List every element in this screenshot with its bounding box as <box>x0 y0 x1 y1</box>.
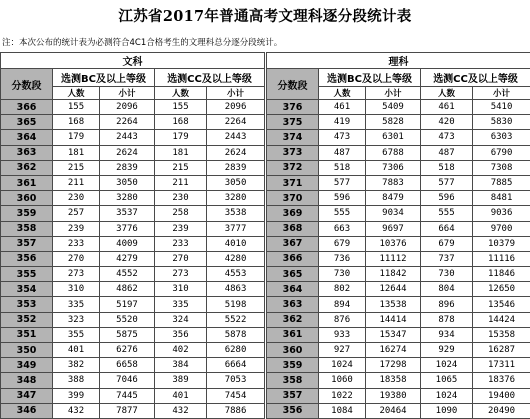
cc-cumulative-cell: 7885 <box>473 175 530 190</box>
bc-cumulative-cell: 18358 <box>366 373 421 388</box>
score-cell: 360 <box>1 191 53 206</box>
bc-count-cell: 487 <box>319 145 366 160</box>
bc-cumulative-cell: 4862 <box>100 282 155 297</box>
bc-cumulative-cell: 15347 <box>366 327 421 342</box>
bc-count-cell: 323 <box>53 312 100 327</box>
score-cell: 357 <box>267 388 319 403</box>
score-cell: 374 <box>267 130 319 145</box>
cc-cumulative-cell: 7053 <box>207 373 265 388</box>
bc-cumulative-cell: 8479 <box>366 191 421 206</box>
score-cell: 364 <box>267 282 319 297</box>
cc-count-cell: 230 <box>155 191 207 206</box>
score-cell: 361 <box>267 327 319 342</box>
cc-count-cell: 335 <box>155 297 207 312</box>
score-cell: 346 <box>1 403 53 418</box>
table-row <box>267 388 530 403</box>
cc-count-cell: 730 <box>421 267 473 282</box>
bc-cumulative-cell: 2096 <box>100 100 155 115</box>
table-row <box>1 145 265 160</box>
score-cell: 356 <box>267 403 319 418</box>
table-row <box>1 221 265 236</box>
bc-count-cell: 679 <box>319 236 366 251</box>
cc-cumulative-cell: 4863 <box>207 282 265 297</box>
cc-cumulative-cell: 19400 <box>473 388 530 403</box>
table-row <box>267 115 530 130</box>
table-row <box>267 297 530 312</box>
segment-header: 分数段 <box>267 69 319 100</box>
cc-count-cell: 577 <box>421 175 473 190</box>
cc-cumulative-cell: 5198 <box>207 297 265 312</box>
cc-count-cell: 179 <box>155 130 207 145</box>
cc-cumulative-cell: 6790 <box>473 145 530 160</box>
cc-cumulative-cell: 9036 <box>473 206 530 221</box>
table-row <box>267 175 530 190</box>
table-row <box>1 267 265 282</box>
score-cell: 367 <box>267 236 319 251</box>
cc-cumulative-cell: 3538 <box>207 206 265 221</box>
score-cell: 368 <box>267 221 319 236</box>
bc-count-cell: 933 <box>319 327 366 342</box>
bc-count-cell: 168 <box>53 115 100 130</box>
cc-count-cell: 737 <box>421 251 473 266</box>
table-row <box>267 206 530 221</box>
bc-count-cell: 736 <box>319 251 366 266</box>
cc-count-cell: 310 <box>155 282 207 297</box>
table-row <box>267 160 530 175</box>
score-cell: 347 <box>1 388 53 403</box>
cc-count-cell: 1090 <box>421 403 473 418</box>
table-row <box>1 327 265 342</box>
cc-cumulative-cell: 14424 <box>473 312 530 327</box>
bc-cumulative-cell: 3776 <box>100 221 155 236</box>
bc-cumulative-cell: 11842 <box>366 267 421 282</box>
table-note: 注：本次公布的统计表为必测符合4C1合格考生的文理科总分逐分段统计。 <box>2 36 528 50</box>
cc-cumulative-cell: 2443 <box>207 130 265 145</box>
bc-cumulative-cell: 2839 <box>100 160 155 175</box>
cc-cumulative-cell: 20490 <box>473 403 530 418</box>
cc-cumulative-cell: 2624 <box>207 145 265 160</box>
table-row <box>267 145 530 160</box>
cc-cumulative-cell: 3280 <box>207 191 265 206</box>
cc-count-cell: 168 <box>155 115 207 130</box>
cc-cumulative-cell: 12650 <box>473 282 530 297</box>
page-title: 江苏省2017年普通高考文理科逐分段统计表 <box>0 0 530 34</box>
cc-cumulative-cell: 16287 <box>473 343 530 358</box>
bc-cumulative-cell: 7445 <box>100 388 155 403</box>
score-cell: 362 <box>1 160 53 175</box>
like-rows <box>267 100 530 419</box>
group-cc-header: 选测CC及以上等级 <box>421 69 530 87</box>
bc-count-cell: 1060 <box>319 373 366 388</box>
score-cell: 350 <box>1 343 53 358</box>
cc-count-cell: 389 <box>155 373 207 388</box>
cc-count-cell: 270 <box>155 251 207 266</box>
cc-count-cell: 664 <box>421 221 473 236</box>
cc-count-cell: 1024 <box>421 358 473 373</box>
cc-count-cell: 804 <box>421 282 473 297</box>
score-cell: 363 <box>267 297 319 312</box>
cc-count-cell: 487 <box>421 145 473 160</box>
bc-count-cell: 577 <box>319 175 366 190</box>
table-row <box>1 373 265 388</box>
cc-count-cell: 596 <box>421 191 473 206</box>
table-row <box>267 358 530 373</box>
cc-cumulative-cell: 7886 <box>207 403 265 418</box>
score-cell: 348 <box>1 373 53 388</box>
bc-count-cell: 273 <box>53 267 100 282</box>
table-row <box>267 100 530 115</box>
cc-count-cell: 878 <box>421 312 473 327</box>
bc-count-cell: 181 <box>53 145 100 160</box>
cc-cumulative-cell: 6664 <box>207 358 265 373</box>
section-title-wenke: 文科 <box>1 53 265 69</box>
cc-cumulative-cell: 4010 <box>207 236 265 251</box>
bc-count-cell: 355 <box>53 327 100 342</box>
score-cell: 370 <box>267 191 319 206</box>
bc-cumulative-cell: 13538 <box>366 297 421 312</box>
cc-cumulative-cell: 4553 <box>207 267 265 282</box>
table-row <box>1 297 265 312</box>
table-row <box>1 312 265 327</box>
cc-count-cell: 432 <box>155 403 207 418</box>
bc-count-cell: 876 <box>319 312 366 327</box>
score-cell: 366 <box>267 251 319 266</box>
cc-count-cell: 420 <box>421 115 473 130</box>
table-row <box>267 312 530 327</box>
cc-count-cell: 518 <box>421 160 473 175</box>
table-row <box>267 191 530 206</box>
bc-count-cell: 401 <box>53 343 100 358</box>
bc-count-cell: 388 <box>53 373 100 388</box>
cc-count-cell: 215 <box>155 160 207 175</box>
bc-cumulative-cell: 5875 <box>100 327 155 342</box>
score-cell: 365 <box>267 267 319 282</box>
score-cell: 372 <box>267 160 319 175</box>
cc-cumulative-cell: 11116 <box>473 251 530 266</box>
bc-count-cell: 1024 <box>319 358 366 373</box>
table-row <box>1 282 265 297</box>
bc-count-cell: 1022 <box>319 388 366 403</box>
bc-cumulative-cell: 17298 <box>366 358 421 373</box>
cc-count-cell: 1065 <box>421 373 473 388</box>
score-cell: 355 <box>1 267 53 282</box>
count-header: 人数 <box>53 87 100 100</box>
count-header: 人数 <box>319 87 366 100</box>
bc-cumulative-cell: 6276 <box>100 343 155 358</box>
cc-count-cell: 356 <box>155 327 207 342</box>
score-cell: 362 <box>267 312 319 327</box>
cc-count-cell: 258 <box>155 206 207 221</box>
score-cell: 376 <box>267 100 319 115</box>
wenke-rows <box>1 100 265 419</box>
bc-cumulative-cell: 3537 <box>100 206 155 221</box>
cc-cumulative-cell: 7454 <box>207 388 265 403</box>
table-row <box>267 267 530 282</box>
bc-count-cell: 473 <box>319 130 366 145</box>
bc-count-cell: 270 <box>53 251 100 266</box>
bc-cumulative-cell: 7877 <box>100 403 155 418</box>
cc-count-cell: 929 <box>421 343 473 358</box>
cc-count-cell: 473 <box>421 130 473 145</box>
score-cell: 364 <box>1 130 53 145</box>
bc-cumulative-cell: 7883 <box>366 175 421 190</box>
cumulative-header: 小计 <box>473 87 530 100</box>
cc-cumulative-cell: 3777 <box>207 221 265 236</box>
bc-count-cell: 179 <box>53 130 100 145</box>
score-cell: 349 <box>1 358 53 373</box>
table-row <box>267 327 530 342</box>
cc-cumulative-cell: 6280 <box>207 343 265 358</box>
cc-count-cell: 211 <box>155 175 207 190</box>
score-cell: 358 <box>1 221 53 236</box>
bc-cumulative-cell: 12644 <box>366 282 421 297</box>
table-row <box>1 160 265 175</box>
bc-cumulative-cell: 7046 <box>100 373 155 388</box>
bc-cumulative-cell: 3280 <box>100 191 155 206</box>
table-row <box>1 206 265 221</box>
table-row <box>267 343 530 358</box>
like-table <box>266 52 530 419</box>
bc-cumulative-cell: 2624 <box>100 145 155 160</box>
cc-cumulative-cell: 5522 <box>207 312 265 327</box>
group-bc-header: 选测BC及以上等级 <box>319 69 421 87</box>
cc-cumulative-cell: 4280 <box>207 251 265 266</box>
bc-count-cell: 927 <box>319 343 366 358</box>
bc-cumulative-cell: 5409 <box>366 100 421 115</box>
score-cell: 352 <box>1 312 53 327</box>
bc-count-cell: 233 <box>53 236 100 251</box>
cc-cumulative-cell: 5830 <box>473 115 530 130</box>
table-row <box>267 236 530 251</box>
table-row <box>267 130 530 145</box>
cc-cumulative-cell: 2264 <box>207 115 265 130</box>
score-cell: 365 <box>1 115 53 130</box>
cc-count-cell: 384 <box>155 358 207 373</box>
table-row <box>1 115 265 130</box>
score-cell: 353 <box>1 297 53 312</box>
section-title-like: 理科 <box>267 53 530 69</box>
cc-cumulative-cell: 6303 <box>473 130 530 145</box>
cc-count-cell: 1024 <box>421 388 473 403</box>
score-cell: 359 <box>1 206 53 221</box>
score-cell: 351 <box>1 327 53 342</box>
score-cell: 371 <box>267 175 319 190</box>
score-cell: 373 <box>267 145 319 160</box>
bc-count-cell: 461 <box>319 100 366 115</box>
table-row <box>1 251 265 266</box>
bc-cumulative-cell: 4552 <box>100 267 155 282</box>
bc-cumulative-cell: 4279 <box>100 251 155 266</box>
score-cell: 375 <box>267 115 319 130</box>
score-cell: 357 <box>1 236 53 251</box>
bc-count-cell: 257 <box>53 206 100 221</box>
table-row <box>267 403 530 418</box>
cc-cumulative-cell: 15358 <box>473 327 530 342</box>
cc-cumulative-cell: 2096 <box>207 100 265 115</box>
bc-count-cell: 239 <box>53 221 100 236</box>
score-cell: 366 <box>1 100 53 115</box>
cc-cumulative-cell: 9700 <box>473 221 530 236</box>
table-row <box>267 373 530 388</box>
bc-count-cell: 894 <box>319 297 366 312</box>
bc-cumulative-cell: 5828 <box>366 115 421 130</box>
bc-cumulative-cell: 3050 <box>100 175 155 190</box>
cc-cumulative-cell: 11846 <box>473 267 530 282</box>
bc-cumulative-cell: 11112 <box>366 251 421 266</box>
score-cell: 363 <box>1 145 53 160</box>
bc-cumulative-cell: 5197 <box>100 297 155 312</box>
score-cell: 354 <box>1 282 53 297</box>
cumulative-header: 小计 <box>100 87 155 100</box>
table-row <box>1 403 265 418</box>
bc-count-cell: 211 <box>53 175 100 190</box>
cc-cumulative-cell: 5410 <box>473 100 530 115</box>
cumulative-header: 小计 <box>366 87 421 100</box>
bc-cumulative-cell: 19380 <box>366 388 421 403</box>
table-row <box>1 191 265 206</box>
bc-count-cell: 215 <box>53 160 100 175</box>
bc-cumulative-cell: 6788 <box>366 145 421 160</box>
cc-cumulative-cell: 7308 <box>473 160 530 175</box>
cc-cumulative-cell: 3050 <box>207 175 265 190</box>
cc-count-cell: 679 <box>421 236 473 251</box>
bc-count-cell: 518 <box>319 160 366 175</box>
segment-header: 分数段 <box>1 69 53 100</box>
score-cell: 369 <box>267 206 319 221</box>
bc-cumulative-cell: 2264 <box>100 115 155 130</box>
cc-count-cell: 324 <box>155 312 207 327</box>
bc-cumulative-cell: 4009 <box>100 236 155 251</box>
bc-cumulative-cell: 2443 <box>100 130 155 145</box>
bc-count-cell: 419 <box>319 115 366 130</box>
cc-cumulative-cell: 13546 <box>473 297 530 312</box>
cumulative-header: 小计 <box>207 87 265 100</box>
bc-cumulative-cell: 10376 <box>366 236 421 251</box>
bc-count-cell: 382 <box>53 358 100 373</box>
table-row <box>1 130 265 145</box>
bc-count-cell: 596 <box>319 191 366 206</box>
cc-cumulative-cell: 10379 <box>473 236 530 251</box>
bc-cumulative-cell: 16274 <box>366 343 421 358</box>
score-cell: 361 <box>1 175 53 190</box>
cc-count-cell: 233 <box>155 236 207 251</box>
score-cell: 356 <box>1 251 53 266</box>
bc-cumulative-cell: 20464 <box>366 403 421 418</box>
score-cell: 360 <box>267 343 319 358</box>
bc-cumulative-cell: 14414 <box>366 312 421 327</box>
cc-count-cell: 896 <box>421 297 473 312</box>
table-row <box>267 251 530 266</box>
bc-count-cell: 399 <box>53 388 100 403</box>
count-header: 人数 <box>421 87 473 100</box>
table-row <box>1 343 265 358</box>
wenke-table <box>0 52 265 419</box>
bc-cumulative-cell: 9697 <box>366 221 421 236</box>
cc-cumulative-cell: 18376 <box>473 373 530 388</box>
table-row <box>267 282 530 297</box>
cc-cumulative-cell: 8481 <box>473 191 530 206</box>
table-row <box>267 221 530 236</box>
bc-count-cell: 663 <box>319 221 366 236</box>
bc-cumulative-cell: 7306 <box>366 160 421 175</box>
bc-count-cell: 730 <box>319 267 366 282</box>
score-cell: 358 <box>267 373 319 388</box>
cc-count-cell: 239 <box>155 221 207 236</box>
bc-count-cell: 310 <box>53 282 100 297</box>
table-row <box>1 388 265 403</box>
cc-count-cell: 155 <box>155 100 207 115</box>
bc-count-cell: 555 <box>319 206 366 221</box>
cc-cumulative-cell: 5878 <box>207 327 265 342</box>
table-row <box>1 175 265 190</box>
cc-count-cell: 181 <box>155 145 207 160</box>
bc-cumulative-cell: 5520 <box>100 312 155 327</box>
bc-count-cell: 802 <box>319 282 366 297</box>
group-cc-header: 选测CC及以上等级 <box>155 69 265 87</box>
cc-count-cell: 401 <box>155 388 207 403</box>
bc-count-cell: 155 <box>53 100 100 115</box>
table-row <box>1 236 265 251</box>
cc-count-cell: 934 <box>421 327 473 342</box>
table-row <box>1 358 265 373</box>
bc-count-cell: 230 <box>53 191 100 206</box>
cc-count-cell: 461 <box>421 100 473 115</box>
bc-count-cell: 432 <box>53 403 100 418</box>
cc-count-cell: 555 <box>421 206 473 221</box>
cc-cumulative-cell: 17311 <box>473 358 530 373</box>
bc-count-cell: 1084 <box>319 403 366 418</box>
cc-count-cell: 402 <box>155 343 207 358</box>
score-cell: 359 <box>267 358 319 373</box>
bc-cumulative-cell: 6658 <box>100 358 155 373</box>
table-row <box>1 100 265 115</box>
cc-count-cell: 273 <box>155 267 207 282</box>
bc-cumulative-cell: 9034 <box>366 206 421 221</box>
bc-cumulative-cell: 6301 <box>366 130 421 145</box>
count-header: 人数 <box>155 87 207 100</box>
cc-cumulative-cell: 2839 <box>207 160 265 175</box>
bc-count-cell: 335 <box>53 297 100 312</box>
group-bc-header: 选测BC及以上等级 <box>53 69 155 87</box>
